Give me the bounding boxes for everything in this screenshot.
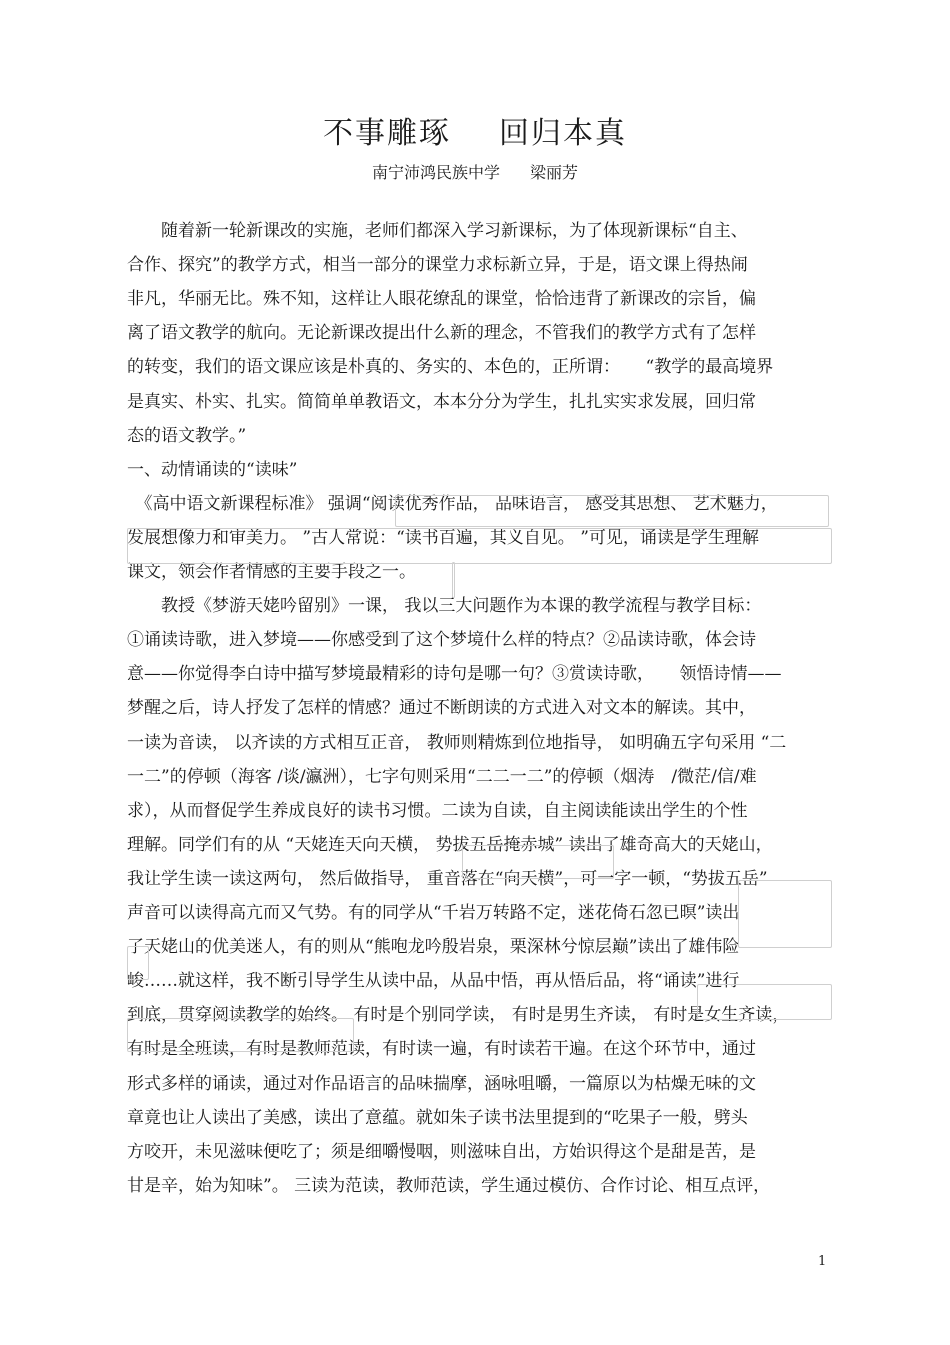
- title-part-1: 不事雕琢: [323, 116, 451, 151]
- text-line: 非凡，华丽无比。殊不知，这样让人眼花缭乱的课堂，恰恰违背了新课改的宗旨，偏: [127, 289, 756, 310]
- title-part-2: 回归本真: [499, 116, 627, 151]
- text-line: 的转变，我们的语文课应该是朴真的、务实的、本色的，正所谓： “教学的最高境界: [127, 357, 774, 378]
- text-line: 章竟也让人读出了美感，读出了意蕴。就如朱子读书法里提到的“吃果子一般，劈头: [127, 1107, 748, 1128]
- text-line: 了天姥山的优美迷人，有的则从“熊咆龙吟殷岩泉，栗深林兮惊层巅”读出了雄伟险: [127, 937, 740, 958]
- text-line: 发展想像力和审美力。 ”古人常说：“读书百遍，其义自见。 ”可见，诵读是学生理解: [127, 527, 759, 548]
- outline-box: [738, 880, 832, 948]
- text-line: 离了语文教学的航向。无论新课改提出什么新的理念，不管我们的教学方式有了怎样: [127, 323, 756, 344]
- author-name: 梁丽芳: [530, 163, 579, 182]
- text-line: 课文，领会作者情感的主要手段之一。: [127, 562, 416, 582]
- text-line: 我让学生读一读这两句， 然后做指导， 重音落在“向天横”，可一字一顿，“势拔五岳”: [127, 868, 768, 889]
- text-line: 一读为音读， 以齐读的方式相互正音， 教师则精炼到位地指导， 如明确五字句采用 “二: [127, 732, 787, 753]
- text-line: 合作、探究”的教学方式，相当一部分的课堂力求标新立异，于是，语文课上得热闹: [127, 255, 748, 276]
- text-line: 声音可以读得高亢而又气势。有的同学从“千岩万转路不定，迷花倚石忽已暝”读出: [127, 903, 740, 923]
- text-line: 理解。同学们有的从 “天姥连天向天横， 势拔五岳掩赤城” 读出了雄奇高大的天姥山，: [127, 834, 773, 855]
- text-line: 方咬开，未见滋味便吃了；须是细嚼慢咽，则滋味自出，方始识得这个是甜是苦，是: [127, 1141, 756, 1162]
- school-name: 南宁沛鸿民族中学: [371, 163, 500, 182]
- text-line: 有时是全班读，有时是教师范读，有时读一遍，有时读若干遍。在这个环节中，通过: [127, 1039, 756, 1060]
- text-line: 意——你觉得李白诗中描写梦境最精彩的诗句是哪一句？③赏读诗歌， 领悟诗情——: [127, 664, 782, 685]
- text-line: 到底，贯穿阅读教学的始终。 有时是个别同学读， 有时是男生齐读， 有时是女生齐读，: [127, 1005, 790, 1026]
- text-line: 《高中语文新课程标准》 强调“阅读优秀作品， 品味语言， 感受其思想、 艺术魅力，: [127, 493, 778, 514]
- text-line: 一、动情诵读的“读味”: [127, 459, 298, 480]
- text-line: 是真实、朴实、扎实。简简单单教语文，本本分分为学生，扎扎实实求发展，回归常: [127, 391, 756, 412]
- text-line: 梦醒之后，诗人抒发了怎样的情感？通过不断朗读的方式进入对文本的解读。其中，: [127, 698, 756, 719]
- text-line: 求），从而督促学生养成良好的读书习惯。二读为自读，自主阅读能读出学生的个性: [127, 800, 748, 821]
- byline: [0, 160, 950, 183]
- text-line: 峻……就这样，我不断引导学生从读中品，从品中悟，再从悟后品，将“诵读”进行: [127, 971, 740, 992]
- text-line: 甘是辛，始为知味”。 三读为范读，教师范读，学生通过模仿、合作讨论、相互点评，: [127, 1175, 771, 1196]
- text-line: ①诵读诗歌，进入梦境——你感受到了这个梦境什么样的特点？②品读诗歌，体会诗: [127, 630, 756, 651]
- text-line: 态的语文教学。”: [127, 425, 247, 446]
- outline-box: [452, 562, 455, 598]
- page-number: 1: [818, 1254, 827, 1269]
- text-line: 形式多样的诵读，通过对作品语言的品味揣摩，涵咏咀嚼，一篇原以为枯燥无味的文: [127, 1073, 756, 1094]
- text-line: 教授《梦游天姥吟留别》一课， 我以三大问题作为本课的教学流程与教学目标：: [127, 596, 762, 617]
- text-line: 一二”的停顿（海客 /谈/瀛洲），七字句则采用“二二一二”的停顿（烟涛 /微茫/信/难: [127, 766, 757, 787]
- document-title: [0, 108, 950, 152]
- text-line: 随着新一轮新课改的实施，老师们都深入学习新课标，为了体现新课标“自主、: [127, 221, 748, 241]
